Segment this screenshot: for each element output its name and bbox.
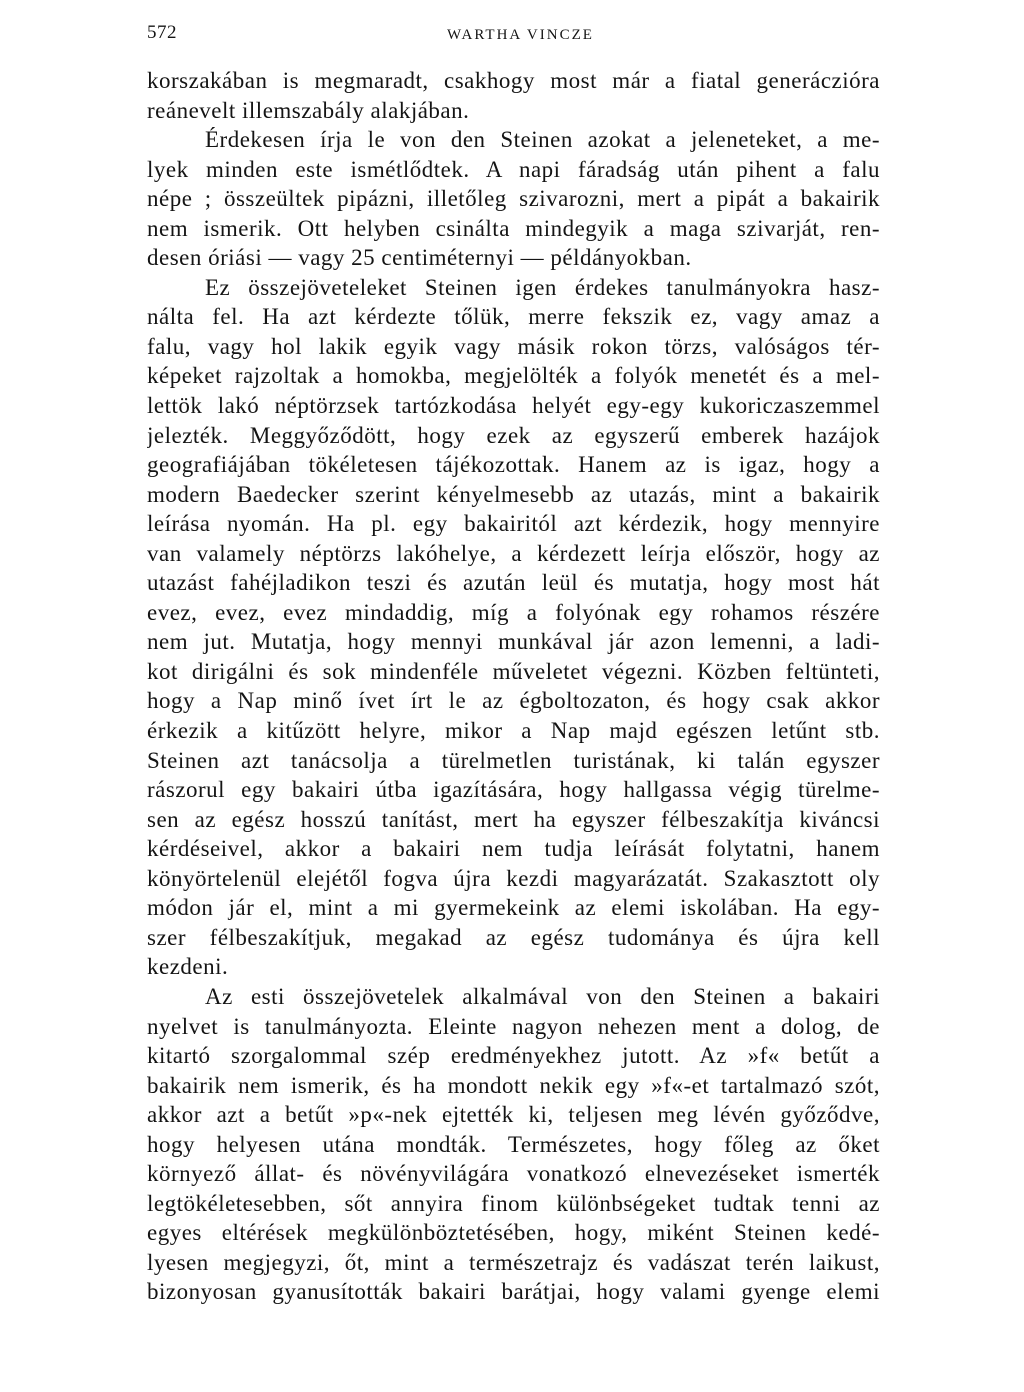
text-line: legtökéletesebben, sőt annyira finom különbségeket tudtak tenni az [147,1190,880,1216]
text-line: Steinen azt tanácsolja a türelmetlen turistának, ki talán egyszer [147,747,880,773]
text-line: Érdekesen írja le von den Steinen azokat a jeleneteket, a me- [205,127,880,153]
text-line: leírása nyomán. Ha pl. egy bakairitól azt kérdezik, hogy mennyire [147,511,880,537]
text-line: érkezik a kitűzött helyre, mikor a Nap majd egészen letűnt stb. [147,718,880,744]
text-line: egyes eltérések megkülönböztetésében, hogy, miként Steinen kedé- [147,1220,880,1246]
text-line: sen az egész hosszú tanítást, mert ha egyszer félbeszakítja kiváncsi [147,806,880,832]
page-number: 572 [147,22,177,43]
text-line: jelezték. Meggyőződött, hogy ezek az egyszerű emberek hazájok [147,422,880,448]
text-line: reánevelt illemszabály alakjában. [147,97,470,123]
text-line: kezdeni. [147,954,229,980]
text-line: módon jár el, mint a mi gyermekeink az elemi iskolában. Ha egy- [147,895,880,921]
paragraph [147,66,880,125]
running-title: WARTHA VINCZE [447,27,594,43]
text-line: evez, evez, evez mindaddig, míg a folyónak egy rohamos részére [147,599,880,625]
text-line: szer félbeszakítjuk, megakad az egész tudománya és újra kell [147,924,880,950]
text-line: lyesen megjegyzi, őt, mint a természetrajz és vadászat terén laikust, [147,1249,880,1275]
text-line: könyörtelenül elejétől fogva újra kezdi magyarázatát. Szakasztott oly [147,865,880,891]
paragraph [147,125,880,273]
text-line: hogy a Nap minő ívet írt le az égboltozaton, és hogy csak akkor [147,688,880,714]
text-line: nálta fel. Ha azt kérdezte tőlük, merre fekszik ez, vagy amaz a [147,304,880,330]
text-line: nem ismerik. Ott helyben csinálta mindegyik a maga szivarját, ren- [147,215,880,241]
text-line: bizonyosan gyanusították bakairi barátjai, hogy valami gyenge elemi [147,1279,880,1305]
text-line: modern Baedecker szerint kényelmesebb az utazás, mint a bakairik [147,481,880,507]
text-line: hogy helyesen utána mondták. Természetes, hogy főleg az őket [147,1131,880,1157]
text-line: népe ; összeültek pipázni, illetőleg szivarozni, mert a pipát a bakairik [147,186,880,212]
text-line: akkor azt a betűt »p«-nek ejtették ki, teljesen meg lévén győződve, [147,1102,880,1128]
text-line: utazást fahéjladikon teszi és azután leül és mutatja, hogy most hát [147,570,880,596]
paragraph [147,982,880,1307]
text-line: geografiájában tökéletesen tájékozottak. Hanem az is igaz, hogy a [147,452,880,478]
text-line: rászorul egy bakairi útba igazítására, hogy hallgassa végig türelme- [147,777,880,803]
text-line: korszakában is megmaradt, csakhogy most már a fiatal generáczióra [147,68,880,93]
text-line: képeket rajzoltak a homokba, megjelölték a folyók menetét és a mel- [147,363,880,389]
text-line: Ez összejöveteleket Steinen igen érdekes tanulmányokra hasz- [205,274,880,300]
text-line: van valamely néptörzs lakóhelye, a kérdezett leírja először, hogy az [147,540,880,566]
text-line: bakairik nem ismerik, és ha mondott nekik egy »f«-et tartalmazó szót, [147,1072,880,1098]
text-line: falu, vagy hol lakik egyik vagy másik rokon törzs, valóságos tér- [147,333,880,359]
text-line: lyek minden este ismétlődtek. A napi fáradság után pihent a falu [147,156,880,182]
text-line: kérdéseivel, akkor a bakairi nem tudja leírását folytatni, hanem [147,836,880,862]
text-line: lettök lakó néptörzsek tartózkodása helyét egy-egy kukoriczaszemmel [147,393,880,419]
text-line: nyelvet is tanulmányozta. Eleinte nagyon nehezen ment a dolog, de [147,1013,880,1039]
body-text [147,66,880,1307]
text-line: kot dirigálni és sok mindenféle műveletet végezni. Közben feltünteti, [147,658,880,684]
text-line: nem jut. Mutatja, hogy mennyi munkával jár azon lemenni, a ladi- [147,629,880,655]
text-line: desen óriási — vagy 25 centiméternyi — példányokban. [147,245,692,271]
text-line: környező állat- és növényvilágára vonatkozó elnevezéseket ismerték [147,1161,880,1187]
text-line: kitartó szorgalommal szép eredményekhez jutott. Az »f« betűt a [147,1043,880,1069]
paragraph [147,273,880,982]
text-line: Az esti összejövetelek alkalmával von den Steinen a bakairi [205,983,880,1009]
